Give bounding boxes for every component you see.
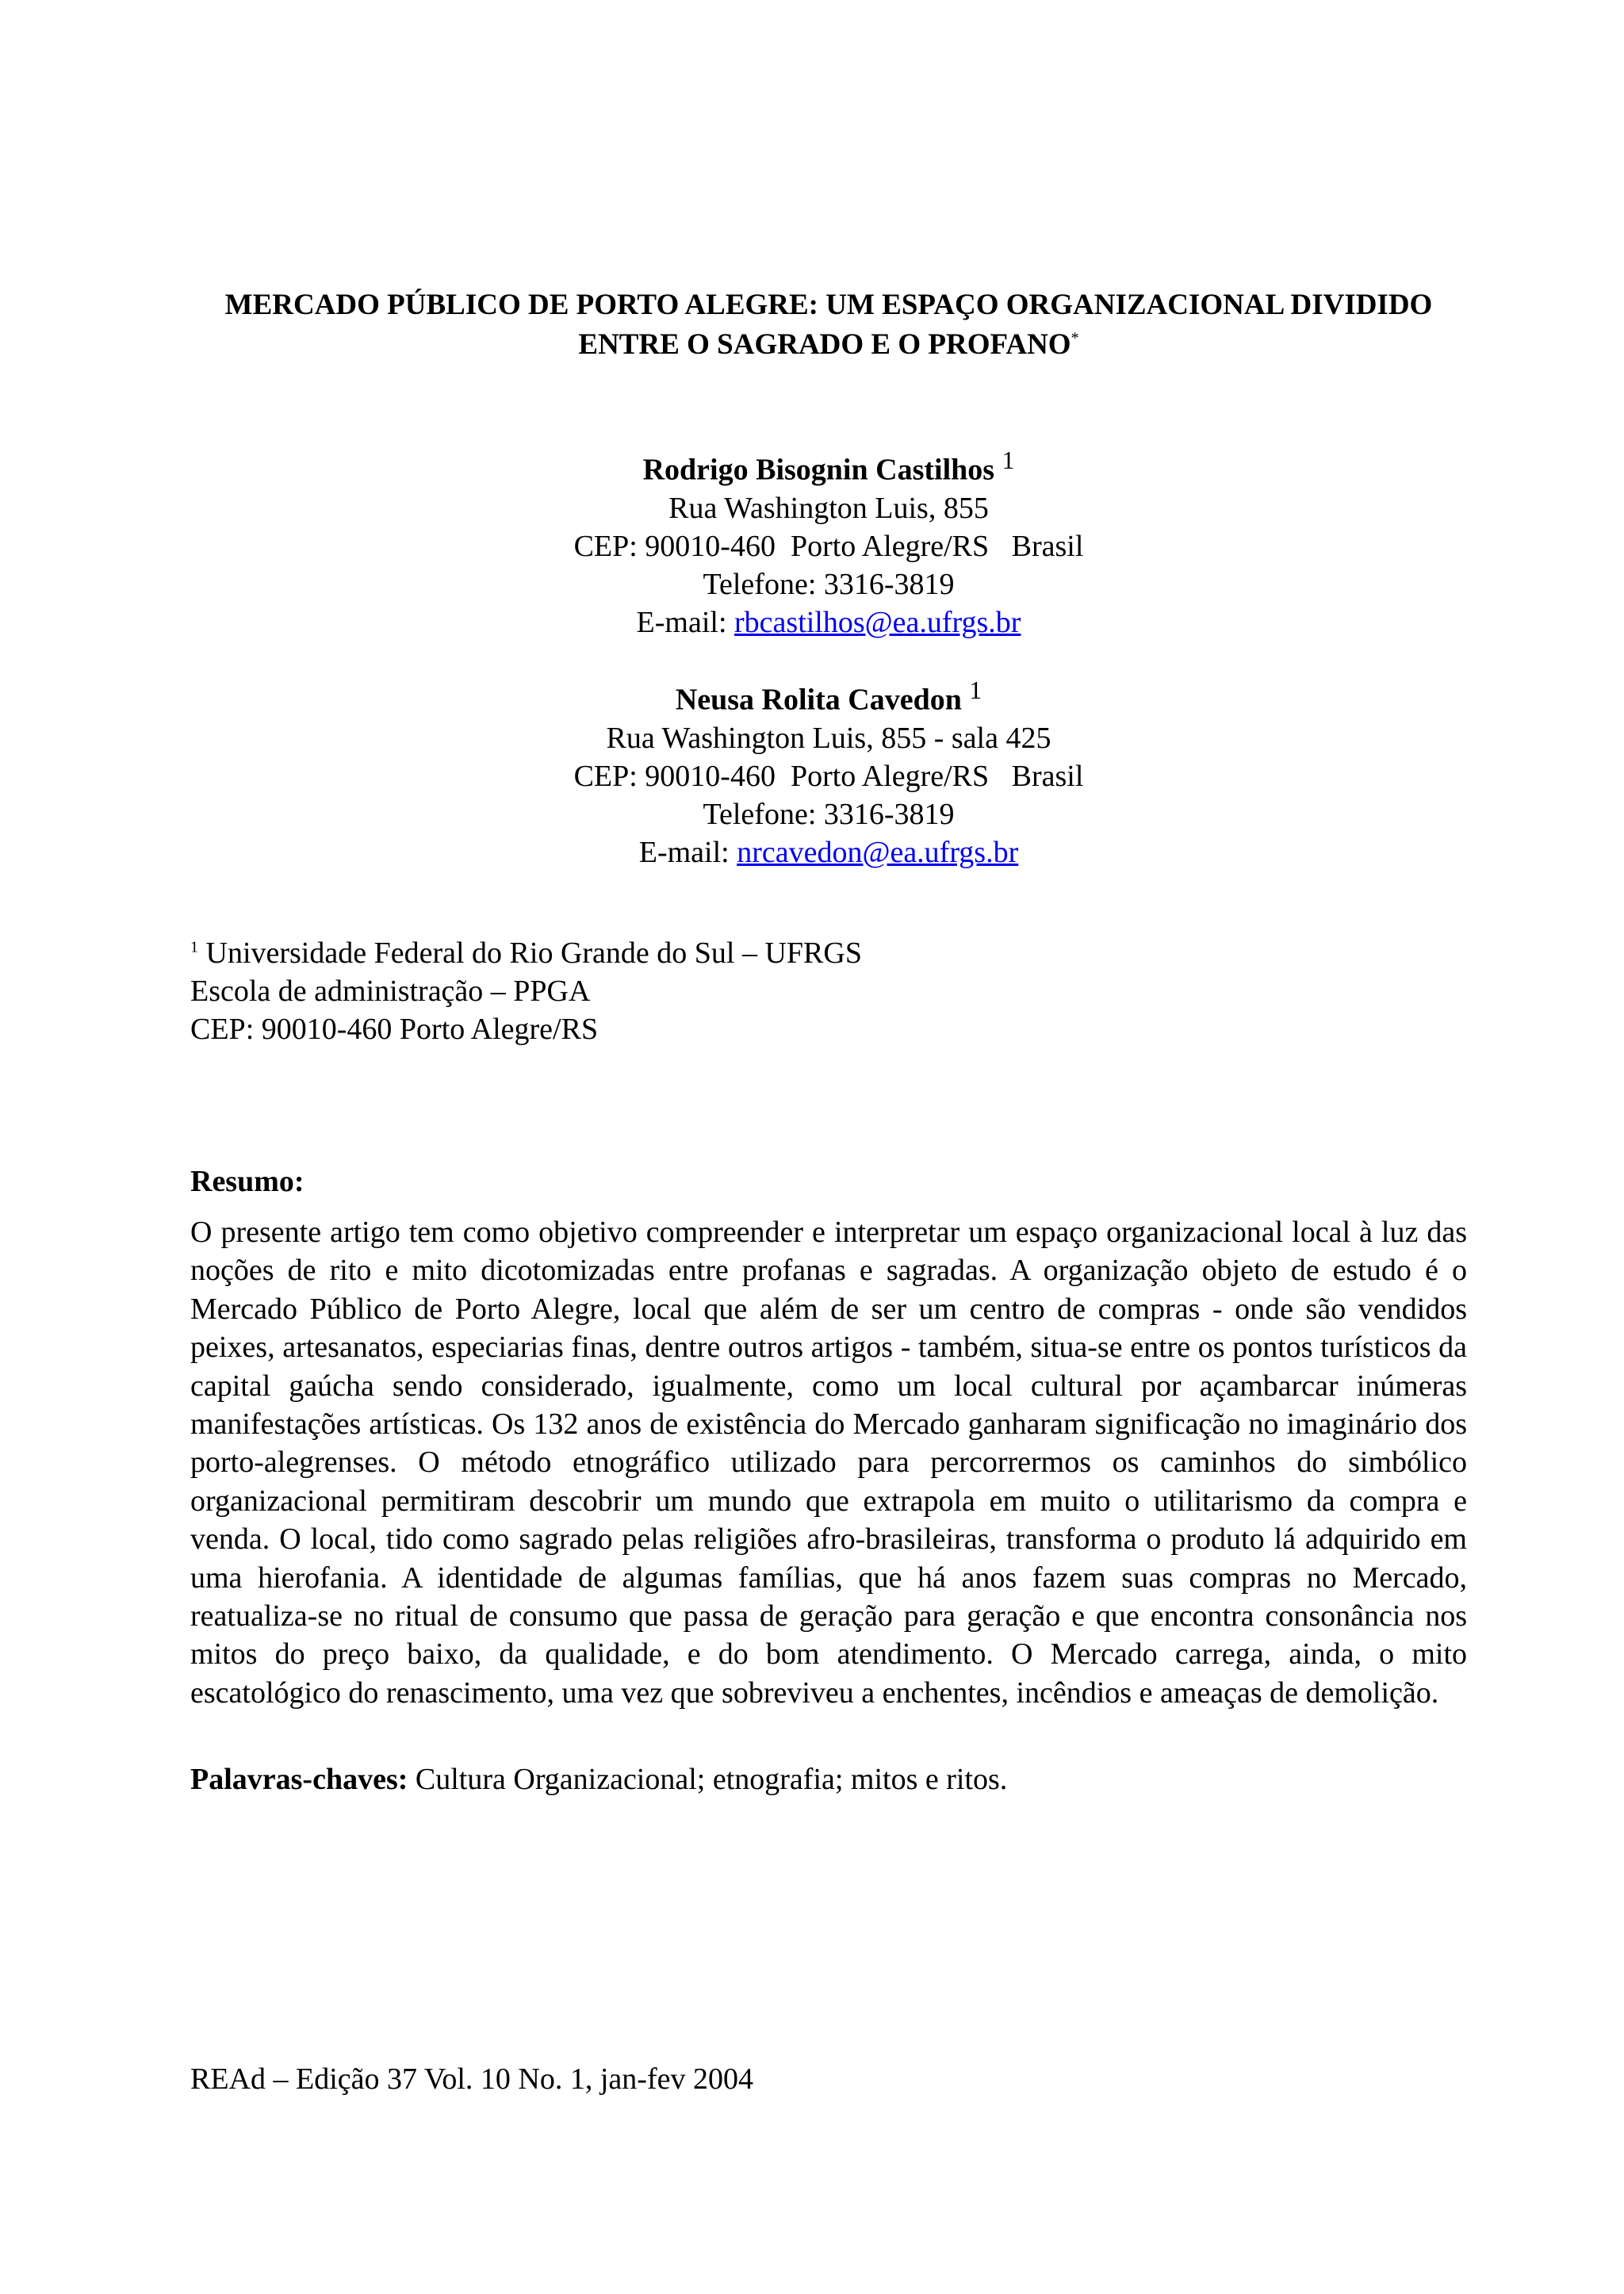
author-address: Rua Washington Luis, 855 - sala 425 bbox=[606, 721, 1051, 755]
abstract-heading: Resumo: bbox=[190, 1165, 304, 1198]
keywords-text: Cultura Organizacional; etnografia; mitos e ritos. bbox=[408, 1763, 1008, 1796]
author-address: Rua Washington Luis, 855 bbox=[668, 491, 989, 525]
abstract-body: O presente artigo tem como objetivo compreender e interpretar um espaço organizacional local à luz das noções de rito e mito dicotomizadas entre profanas e sagradas. A organização objeto de estudo é o Mercado Público de Porto Alegre, local que além de ser um centro de compras - onde são vendidos peixes, artesanatos, especiarias finas, dentre outros artigos - também, situa-se entre os pontos turísticos da capital gaúcha sendo considerado, igualmente, como um local cultural por açambarcar inúmeras manifestações artísticas. Os 132 anos de existência do Mercado ganharam significação no imaginário dos porto-alegrenses. O método etnográfico utilizado para percorrermos os caminhos do simbólico organizacional permitiram descobrir um mundo que extrapola em muito o utilitarismo da compra e venda. O local, tido como sagrado pelas religiões afro-brasileiras, transforma o produto lá adquirido em uma hierofania. A identidade de algumas famílias, que há anos fazem suas compras no Mercado, reatualiza-se no ritual de consumo que passa de geração para geração e que encontra consonância nos mitos do preço baixo, da qualidade, e do bom atendimento. O Mercado carrega, ainda, o mito escatológico do renascimento, uma vez que sobreviveu a enchentes, incêndios e ameaças de demolição. bbox=[190, 1216, 1467, 1710]
author-phone: Telefone: 3316-3819 bbox=[703, 567, 955, 601]
author-email-link[interactable]: rbcastilhos@ea.ufrgs.br bbox=[734, 605, 1021, 639]
author-affiliation-mark: 1 bbox=[969, 676, 982, 704]
affiliation-line-1 bbox=[190, 934, 862, 972]
page-footer: REAd – Edição 37 Vol. 10 No. 1, jan-fev 2004 bbox=[190, 2062, 753, 2096]
title-line-1: MERCADO PÚBLICO DE PORTO ALEGRE: UM ESPAÇO ORGANIZACIONAL DIVIDIDO bbox=[224, 289, 1433, 321]
author-affiliation-mark: 1 bbox=[1002, 446, 1015, 474]
title-line-2 bbox=[190, 325, 1467, 365]
author-email-link[interactable]: nrcavedon@ea.ufrgs.br bbox=[737, 835, 1019, 869]
affiliation-block bbox=[190, 934, 862, 1048]
keywords-line bbox=[190, 1762, 1007, 1797]
author-email-line bbox=[190, 603, 1467, 641]
affiliation-school: Escola de administração – PPGA bbox=[190, 975, 591, 1008]
paper-title bbox=[190, 285, 1467, 365]
email-label: E-mail: bbox=[636, 605, 735, 639]
title-footnote-mark: * bbox=[1071, 329, 1079, 347]
title-line-2-text: ENTRE O SAGRADO E O PROFANO bbox=[578, 328, 1071, 361]
author-email-line bbox=[190, 833, 1467, 871]
keywords-label: Palavras-chaves: bbox=[190, 1763, 408, 1796]
author-name: Neusa Rolita Cavedon bbox=[675, 683, 962, 717]
author-name: Rodrigo Bisognin Castilhos bbox=[642, 453, 995, 487]
affiliation-cep: CEP: 90010-460 Porto Alegre/RS bbox=[190, 1013, 599, 1046]
affiliation-mark: 1 bbox=[190, 938, 198, 956]
author-cep: CEP: 90010-460 Porto Alegre/RS Brasil bbox=[573, 759, 1084, 793]
author-name-line bbox=[190, 672, 1467, 719]
author-phone: Telefone: 3316-3819 bbox=[703, 797, 955, 831]
author-cep: CEP: 90010-460 Porto Alegre/RS Brasil bbox=[573, 529, 1084, 563]
author-block-1 bbox=[190, 442, 1467, 641]
author-block-2 bbox=[190, 672, 1467, 871]
email-label: E-mail: bbox=[638, 835, 737, 869]
affiliation-university: Universidade Federal do Rio Grande do Sul – UFRGS bbox=[198, 936, 862, 970]
author-name-line bbox=[190, 442, 1467, 489]
